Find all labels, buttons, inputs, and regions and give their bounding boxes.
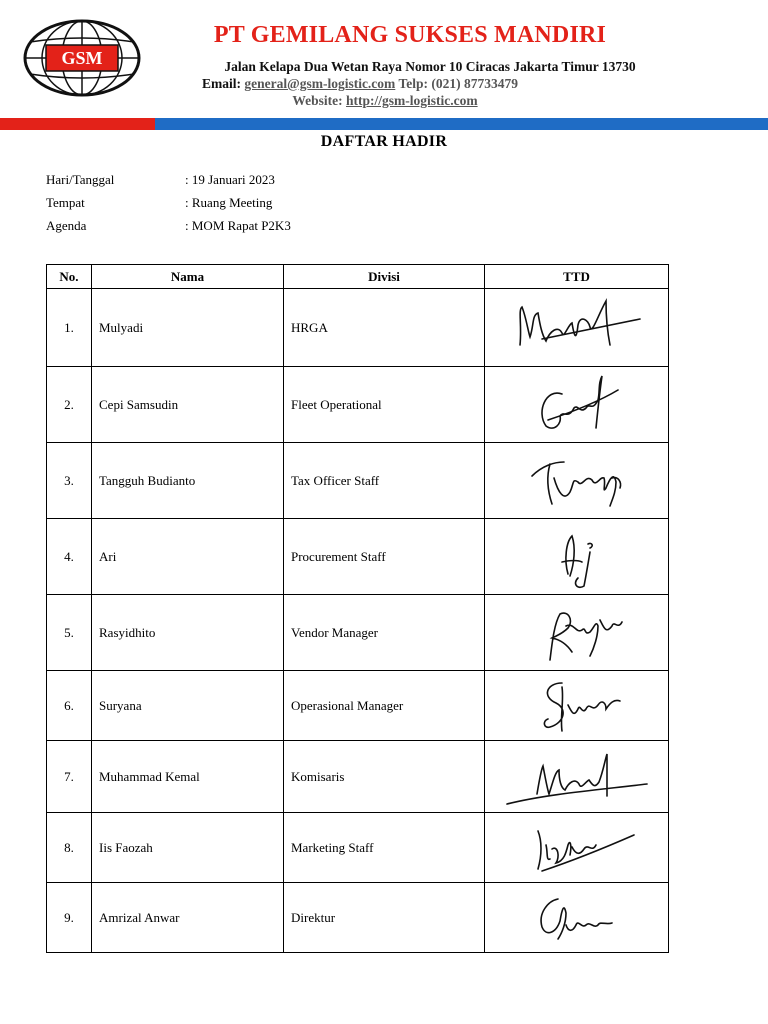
signature-image xyxy=(502,815,652,881)
signature-cell xyxy=(485,741,669,813)
row-number: 6. xyxy=(47,671,92,741)
attendee-name: Ari xyxy=(92,519,284,595)
table-header-row xyxy=(47,265,669,289)
website-line xyxy=(200,92,570,110)
signature-image xyxy=(502,372,652,438)
row-number: 1. xyxy=(47,289,92,367)
meta-row-agenda xyxy=(46,216,446,239)
phone-label: Telp: xyxy=(398,76,428,91)
attendee-name: Suryana xyxy=(92,671,284,741)
column-header-ttd: TTD xyxy=(485,265,669,289)
email-label: Email xyxy=(202,76,237,91)
meta-value: : 19 Januari 2023 xyxy=(185,170,275,193)
attendee-division: Komisaris xyxy=(284,741,485,813)
row-number: 4. xyxy=(47,519,92,595)
signature-cell xyxy=(485,443,669,519)
row-number: 2. xyxy=(47,367,92,443)
signature-image xyxy=(502,673,652,739)
attendee-name: Cepi Samsudin xyxy=(92,367,284,443)
signature-cell xyxy=(485,813,669,883)
table-row xyxy=(47,595,669,671)
signature-cell xyxy=(485,367,669,443)
signature-cell xyxy=(485,289,669,367)
meta-label: Tempat xyxy=(46,195,85,210)
attendee-name: Tangguh Budianto xyxy=(92,443,284,519)
website-label: Website: xyxy=(292,93,343,108)
row-number: 8. xyxy=(47,813,92,883)
signature-cell xyxy=(485,883,669,953)
company-name: PT GEMILANG SUKSES MANDIRI xyxy=(213,22,607,48)
signature-cell xyxy=(485,519,669,595)
meta-label: Agenda xyxy=(46,218,87,233)
table-row xyxy=(47,883,669,953)
column-header-divisi: Divisi xyxy=(284,265,485,289)
header-band-red xyxy=(0,118,155,130)
attendee-division: Procurement Staff xyxy=(284,519,485,595)
meta-label: Hari/Tanggal xyxy=(46,172,115,187)
meeting-info xyxy=(46,170,446,239)
table-row xyxy=(47,289,669,367)
attendance-table xyxy=(46,264,669,953)
document-title: DAFTAR HADIR xyxy=(320,133,448,150)
table-row xyxy=(47,443,669,519)
attendee-division: Tax Officer Staff xyxy=(284,443,485,519)
column-header-no: No. xyxy=(47,265,92,289)
table-row xyxy=(47,671,669,741)
attendee-name: Iis Faozah xyxy=(92,813,284,883)
column-header-nama: Nama xyxy=(92,265,284,289)
attendee-name: Rasyidhito xyxy=(92,595,284,671)
attendee-division: Vendor Manager xyxy=(284,595,485,671)
attendee-division: Operasional Manager xyxy=(284,671,485,741)
signature-image xyxy=(502,524,652,590)
attendee-name: Mulyadi xyxy=(92,289,284,367)
meta-row-date xyxy=(46,170,446,193)
signature-cell xyxy=(485,595,669,671)
contact-line: Email: general@gsm-logistic.com Telp: (021) 87733479 xyxy=(202,76,518,91)
meta-value: : MOM Rapat P2K3 xyxy=(185,216,291,239)
attendee-division: HRGA xyxy=(284,289,485,367)
header-band-blue xyxy=(155,118,768,130)
letterhead xyxy=(0,0,768,132)
table-row xyxy=(47,367,669,443)
signature-image xyxy=(497,744,657,810)
signature-cell xyxy=(485,671,669,741)
row-number: 5. xyxy=(47,595,92,671)
company-address: Jalan Kelapa Dua Wetan Raya Nomor 10 Ciracas Jakarta Timur 13730 xyxy=(224,59,636,74)
attendee-division: Direktur xyxy=(284,883,485,953)
signature-image xyxy=(502,600,652,666)
company-logo xyxy=(22,18,142,98)
row-number: 3. xyxy=(47,443,92,519)
table-row xyxy=(47,519,669,595)
row-number: 9. xyxy=(47,883,92,953)
table-row xyxy=(47,741,669,813)
attendee-division: Fleet Operational xyxy=(284,367,485,443)
phone-number: (021) 87733479 xyxy=(431,76,518,91)
meta-row-place xyxy=(46,193,446,216)
email-link[interactable]: general@gsm-logistic.com xyxy=(244,76,396,91)
website-link[interactable]: http://gsm-logistic.com xyxy=(346,93,478,108)
row-number: 7. xyxy=(47,741,92,813)
meta-value: : Ruang Meeting xyxy=(185,193,272,216)
attendee-name: Amrizal Anwar xyxy=(92,883,284,953)
table-row xyxy=(47,813,669,883)
logo-text: GSM xyxy=(61,48,103,68)
signature-image xyxy=(502,885,652,951)
attendee-name: Muhammad Kemal xyxy=(92,741,284,813)
signature-image xyxy=(502,448,652,514)
signature-image xyxy=(502,295,652,361)
attendee-division: Marketing Staff xyxy=(284,813,485,883)
